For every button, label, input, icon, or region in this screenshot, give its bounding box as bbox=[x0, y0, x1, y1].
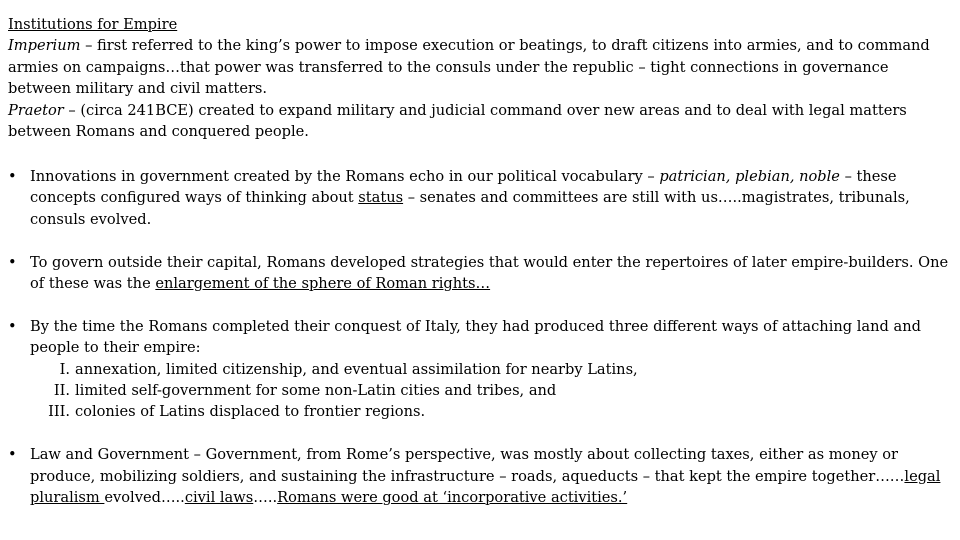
list-item-text: limited self-government for some non-Latin cities and tribes, and bbox=[75, 382, 557, 400]
bullet-text: Law and Government – Government, from Rome’s perspective, was mostly about collecting taxes, either as money or produce, mobilizing soldiers, and sustaining the infrastructure – roads, aqueducts – that kept the empire together…… bbox=[30, 446, 905, 485]
bullet-list bbox=[8, 166, 953, 530]
list-item bbox=[42, 359, 953, 380]
bullet-law-and-government bbox=[8, 444, 953, 508]
status-term: status bbox=[358, 189, 404, 207]
imperium-term: Imperium bbox=[8, 37, 81, 55]
list-item bbox=[42, 401, 953, 422]
civil-laws-phrase: civil laws bbox=[184, 489, 254, 507]
legal-pluralism-phrase: legal pluralism bbox=[30, 467, 941, 507]
bullet-text: Innovations in government created by the Romans echo in our political vocabulary – bbox=[30, 168, 660, 185]
bullet-text: ….. bbox=[253, 489, 278, 507]
list-numeral: II. bbox=[53, 382, 70, 400]
praetor-definition: – (circa 241BCE) created to expand military and judicial command over new areas and to deal with legal matters between Romans and conquered people. bbox=[8, 101, 907, 141]
bullet-text: To govern outside their capital, Romans developed strategies that would enter the repertoires of later empire-builders. One of these was the bbox=[30, 253, 949, 293]
roman-rights-phrase: enlargement of the sphere of Roman rights… bbox=[155, 275, 491, 293]
header-block bbox=[8, 14, 953, 142]
incorporative-activities-phrase: Romans were good at ‘incorporative activities.’ bbox=[277, 489, 628, 507]
bullet-innovations bbox=[8, 166, 953, 230]
bullet-conquest-of-italy bbox=[8, 316, 953, 423]
list-numeral: I. bbox=[59, 360, 70, 378]
list-item bbox=[42, 380, 953, 401]
imperium-paragraph bbox=[8, 35, 953, 99]
praetor-paragraph bbox=[8, 100, 953, 143]
list-numeral: III. bbox=[48, 403, 70, 421]
vocabulary-terms: patrician, plebian, noble bbox=[659, 168, 840, 185]
praetor-term: Praetor bbox=[8, 101, 64, 119]
list-item-text: colonies of Latins displaced to frontier regions. bbox=[75, 403, 426, 421]
bullet-text: evolved….. bbox=[104, 489, 185, 507]
bullet-govern-outside bbox=[8, 252, 953, 295]
bullet-text: – these concepts configured ways of thinking about bbox=[30, 168, 897, 207]
slide-title: Institutions for Empire bbox=[8, 16, 178, 33]
list-item-text: annexation, limited citizenship, and eventual assimilation for nearby Latins, bbox=[75, 360, 638, 378]
bullet-text: By the time the Romans completed their conquest of Italy, they had produced three different ways of attaching land and people to their empire: bbox=[30, 317, 921, 357]
imperium-definition: – first referred to the king’s power to impose execution or beatings, to draft citizens into armies, and to command armies on campaigns…that power was transferred to the consuls under the republic – tight connections in governance between military and civil matters. bbox=[8, 37, 930, 98]
attachment-methods-list bbox=[30, 359, 953, 423]
bullet-text: – senates and committees are still with us…..magistrates, tribunals, consuls evolved. bbox=[30, 189, 910, 228]
